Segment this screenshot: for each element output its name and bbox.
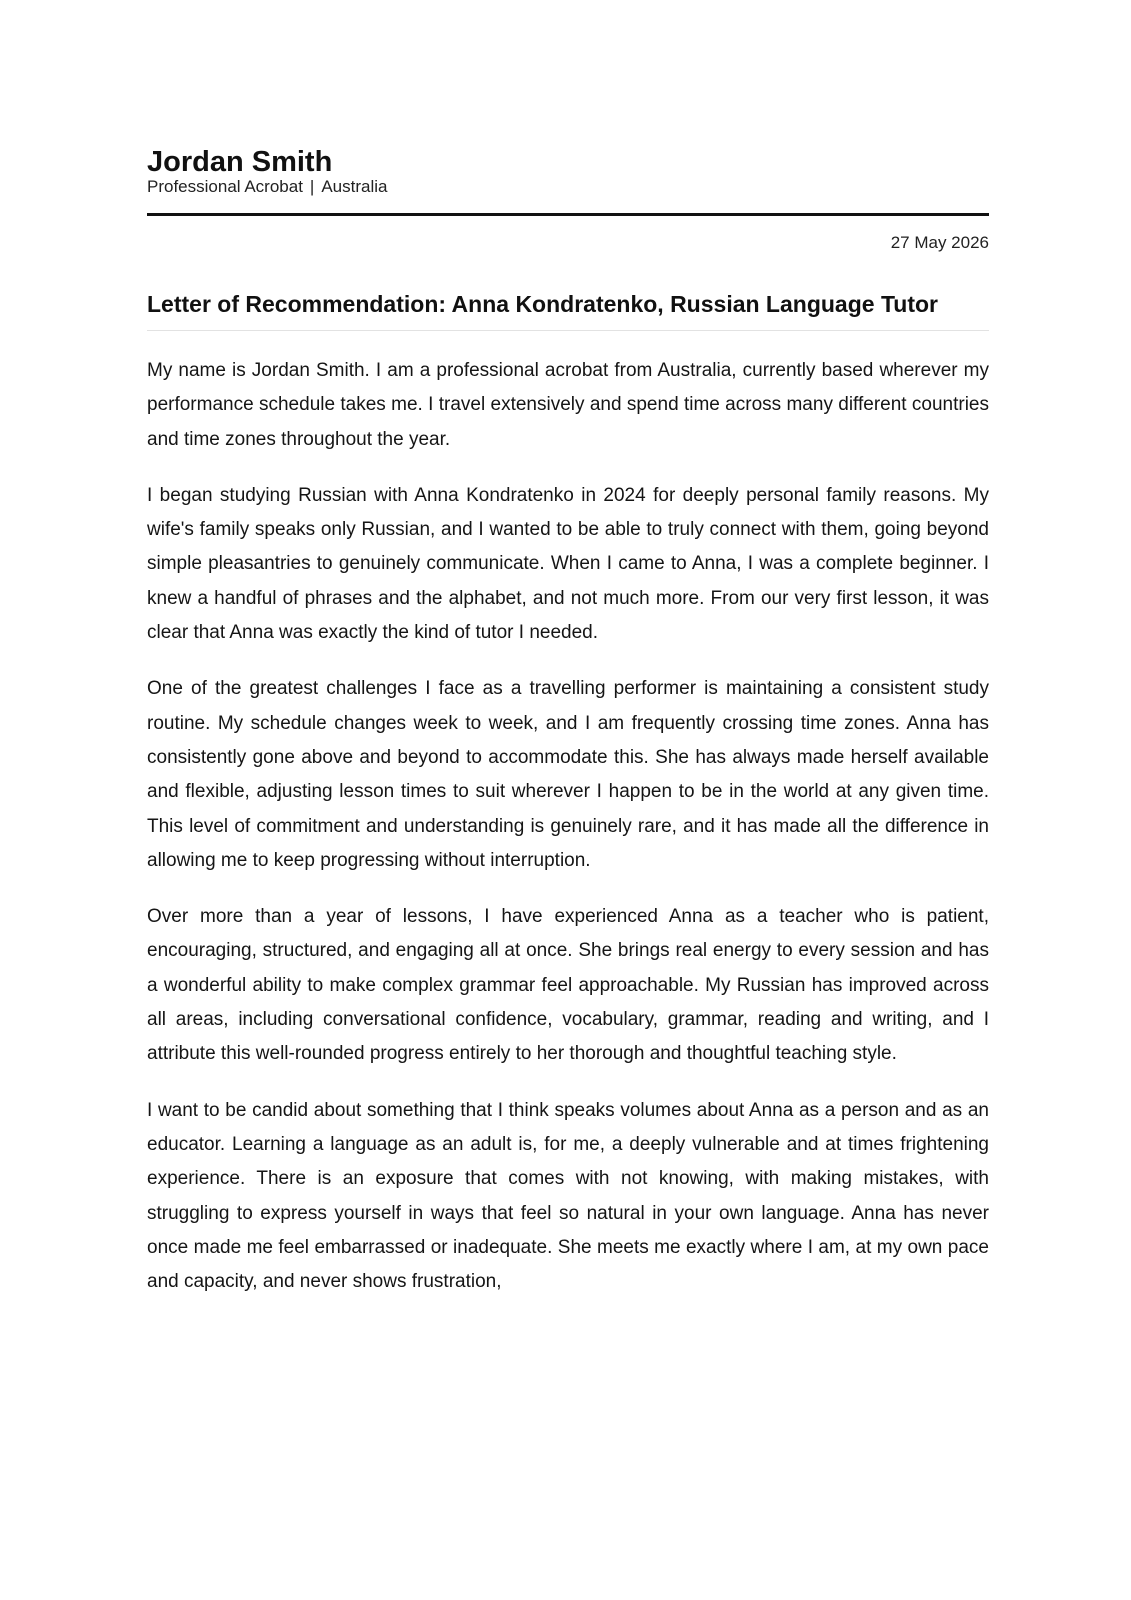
header-divider bbox=[147, 213, 989, 216]
author-name: Jordan Smith bbox=[147, 146, 333, 178]
author-role: Professional Acrobat bbox=[147, 177, 303, 196]
meta-separator: | bbox=[309, 177, 315, 196]
letter-content bbox=[147, 147, 989, 1321]
letter-subject: Letter of Recommendation: Anna Kondratenko, Russian Language Tutor bbox=[147, 291, 938, 317]
letter-body bbox=[147, 354, 989, 1299]
body-paragraph: Over more than a year of lessons, I have experienced Anna as a teacher who is patient, encouraging, structured, and engaging all at once. She brings real energy to every session and has a wonderful ability to make complex grammar feel approachable. My Russian has improved across all areas, including conversational confidence, vocabulary, grammar, reading and writing, and I attribute this well-rounded progress entirely to her thorough and thoughtful teaching style. bbox=[147, 906, 989, 1065]
author-location: Australia bbox=[321, 177, 388, 196]
subject-divider bbox=[147, 330, 989, 331]
author-meta bbox=[147, 177, 989, 197]
body-paragraph: My name is Jordan Smith. I am a professional acrobat from Australia, currently based wherever my performance schedule takes me. I travel extensively and spend time across many different countries and time zones throughout the year. bbox=[147, 360, 989, 450]
body-paragraph: I want to be candid about something that I think speaks volumes about Anna as a person and as an educator. Learning a language as an adult is, for me, a deeply vulnerable and at times frightening experience. There is an exposure that comes with not knowing, with making mistakes, with struggling to express yourself in ways that feel so natural in your own language. Anna has never once made me feel embarrassed or inadequate. She meets me exactly where I am, at my own pace and capacity, and never shows frustration, bbox=[147, 1099, 989, 1293]
letter-date: 27 May 2026 bbox=[890, 233, 989, 252]
body-paragraph: I began studying Russian with Anna Kondratenko in 2024 for deeply personal family reasons. My wife's family speaks only Russian, and I wanted to be able to truly connect with them, going beyond simple pleasantries to genuinely communicate. When I came to Anna, I was a complete beginner. I knew a handful of phrases and the alphabet, and not much more. From our very first lesson, it was clear that Anna was exactly the kind of tutor I needed. bbox=[147, 484, 989, 644]
body-paragraph: One of the greatest challenges I face as a travelling performer is maintaining a consistent study routine. My schedule changes week to week, and I am frequently crossing time zones. Anna has consistently gone above and beyond to accommodate this. She has always made herself available and flexible, adjusting lesson times to suit wherever I happen to be in the world at any given time. This level of commitment and understanding is genuinely rare, and it has made all the difference in allowing me to keep progressing without interruption. bbox=[147, 678, 989, 871]
